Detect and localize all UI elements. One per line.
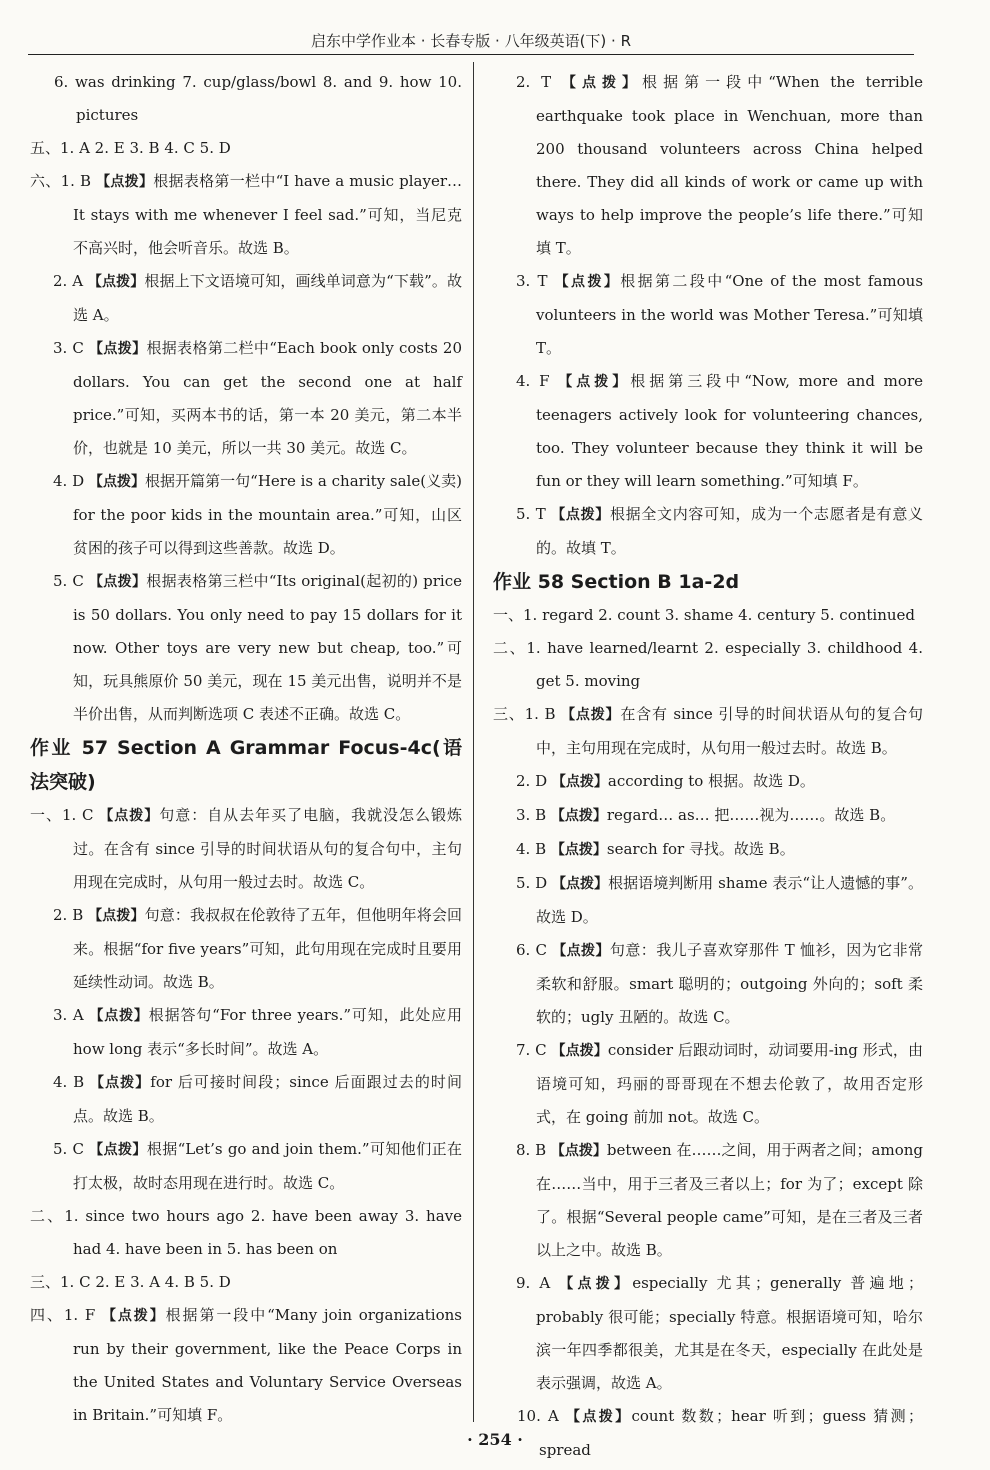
page-header — [28, 30, 914, 55]
hint-label: 【点拨】 — [89, 1142, 147, 1158]
answer-entry: 3. A 【点拨】根据答句“For three years.”可知，此处应用 how long 表示“多长时间”。故选 A。 — [53, 1006, 462, 1058]
answer-entry: 2. B 【点拨】句意：我叔叔在伦敦待了五年，但他明年将会回来。根据“for five years”可知，此句用现在完成时且要用延续性动词。故选 B。 — [53, 906, 463, 991]
answer-entry: 2. D 【点拨】according to 根据。故选 D。 — [516, 772, 815, 790]
answer-entry: 四、1. F 【点拨】根据第一段中“Many join organizations run by their government, like the Peace Corps in the United States and Voluntary Service Overseas in Britain.”可知填 F。 — [30, 1306, 462, 1424]
section-heading: 作业 57 Section A Grammar Focus-4c(语法突破) — [30, 737, 462, 793]
hint-label: 【点拨】 — [89, 1008, 149, 1024]
answer-entry: 一、1. regard 2. count 3. shame 4. century 5. continued — [493, 606, 916, 624]
section-heading: 作业 58 Section B 1a-2d — [493, 571, 740, 593]
hint-label: 【点拨】 — [551, 774, 608, 790]
answer-entry: 2. A 【点拨】根据上下文语境可知，画线单词意为“下载”。故选 A。 — [53, 272, 463, 324]
answer-entry: 5. D 【点拨】根据语境判断用 shame 表示“让人遗憾的事”。故选 D。 — [516, 874, 924, 926]
answer-entry: 5. C 【点拨】根据表格第三栏中“Its original(起初的) price is 50 dollars. You only need to pay 15 dollars for it now. Other toys are very new but cheap, too.”可知，玩具熊原价 50 美元，现在 15 美元出售，说明并不是半价出售，从而判断选项 C 表述不正确。故选 C。 — [53, 572, 463, 723]
answer-entry: 5. C 【点拨】根据“Let’s go and join them.”可知他们正在打太极，故时态用现在进行时。故选 C。 — [53, 1140, 463, 1192]
hint-label: 【点拨】 — [565, 1409, 632, 1425]
answer-entry: 五、1. A 2. E 3. B 4. C 5. D — [30, 139, 231, 157]
answer-entry: 一、1. C 【点拨】句意：自从去年买了电脑，我就没怎么锻炼过。在含有 since 引导的时间状语从句的复合句中，主句用现在完成时，从句用一般过去时。故选 C。 — [30, 806, 462, 891]
hint-label: 【点拨】 — [550, 808, 607, 824]
answer-entry: 5. T 【点拨】根据全文内容可知，成为一个志愿者是有意义的。故填 T。 — [516, 505, 924, 557]
hint-label: 【点拨】 — [88, 574, 147, 590]
header-title: 启东中学作业本 · 长春专版 · 八年级英语(下) · R — [310, 32, 632, 50]
answer-entry: 二、1. have learned/learnt 2. especially 3. childhood 4. get 5. moving — [493, 639, 923, 690]
answer-entry: 3. B 【点拨】regard… as… 把……视为……。故选 B。 — [516, 806, 896, 824]
hint-label: 【点拨】 — [550, 1143, 607, 1159]
hint-label: 【点拨】 — [552, 943, 610, 959]
answer-entry: 8. B 【点拨】between 在……之间，用于两者之间；among 在……当中，用于三者及三者以上；for 为了；except 除了。根据“Several people came”可知，是在三者及三者以上之中。故选 B。 — [516, 1141, 923, 1259]
hint-label: 【点拨】 — [554, 274, 621, 290]
hint-label: 【点拨】 — [101, 1308, 166, 1324]
hint-label: 【点拨】 — [558, 374, 631, 390]
answer-entry: 2. T 【点拨】根据第一段中“When the terrible earthquake took place in Wenchuan, more than 200 thousand volunteers across China helped there. They did all kinds of work or came up with ways to help improve the people’s life there.”可知填 T。 — [516, 73, 923, 257]
answer-entry: 6. was drinking 7. cup/glass/bowl 8. and 9. how 10. pictures — [54, 73, 462, 124]
answer-entry: 3. T 【点拨】根据第二段中“One of the most famous volunteers in the world was Mother Teresa.”可知填 T。 — [516, 272, 924, 357]
answer-entry: 9. A 【点拨】especially 尤其；generally 普遍地；probably 很可能；specially 特意。根据语境可知，哈尔滨一年四季都很美，尤其是在冬天，especially 在此处是表示强调，故选 A。 — [516, 1274, 924, 1392]
hint-label: 【点拨】 — [551, 876, 609, 892]
hint-label: 【点拨】 — [90, 1075, 151, 1091]
answer-entry: 4. B 【点拨】search for 寻找。故选 B。 — [516, 840, 795, 858]
answer-entry: 4. B 【点拨】for 后可接时间段；since 后面跟过去的时间点。故选 B。 — [53, 1073, 462, 1125]
answer-entry: 4. D 【点拨】根据开篇第一句“Here is a charity sale(义卖) for the poor kids in the mountain area.”可知，山区贫困的孩子可以得到这些善款。故选 D。 — [53, 472, 463, 557]
answer-entry: 7. C 【点拨】consider 后跟动词时，动词要用-ing 形式，由语境可知，玛丽的哥哥现在不想去伦敦了，故用否定形式，在 going 前加 not。故选 C。 — [516, 1041, 924, 1126]
hint-label: 【点拨】 — [551, 1043, 608, 1059]
hint-label: 【点拨】 — [550, 842, 607, 858]
hint-label: 【点拨】 — [87, 274, 145, 290]
answer-entry: 六、1. B 【点拨】根据表格第一栏中“I have a music player… It stays with me whenever I feel sad.”可知，当尼克不高兴时，他会听音乐。故选 B。 — [30, 172, 463, 257]
hint-label: 【点拨】 — [551, 507, 610, 523]
hint-label: 【点拨】 — [561, 75, 643, 91]
hint-label: 【点拨】 — [88, 474, 146, 490]
answer-entry: 3. C 【点拨】根据表格第二栏中“Each book only costs 20 dollars. You can get the second one at half price.”可知，买两本书的话，第一本 20 美元，第二本半价，也就是 10 美元，所以一共 30 美元。故选 C。 — [53, 339, 462, 457]
column-divider — [473, 62, 474, 1422]
hint-label: 【点拨】 — [99, 808, 160, 824]
answer-entry: 二、1. since two hours ago 2. have been away 3. have had 4. have been in 5. has been on — [30, 1207, 462, 1258]
hint-label: 【点拨】 — [89, 341, 147, 357]
answer-entry: 三、1. C 2. E 3. A 4. B 5. D — [30, 1273, 231, 1291]
answer-entry: 10. A 【点拨】count 数数；hear 听到；guess 猜测；spread — [517, 1407, 924, 1459]
hint-label: 【点拨】 — [88, 908, 145, 924]
answer-entry: 三、1. B 【点拨】在含有 since 引导的时间状语从句的复合句中，主句用现在完成时，从句用一般过去时。故选 B。 — [493, 705, 923, 757]
answer-entry: 4. F 【点拨】根据第三段中“Now, more and more teenagers actively look for volunteering chances, too. They volunteer because they think it will be fun or they will learn something.”可知填 F。 — [516, 372, 923, 490]
hint-label: 【点拨】 — [96, 174, 154, 190]
hint-label: 【点拨】 — [559, 1276, 633, 1292]
hint-label: 【点拨】 — [561, 707, 621, 723]
page-number: · 254 · — [467, 1430, 523, 1449]
answer-entry: 6. C 【点拨】句意：我儿子喜欢穿那件 T 恤衫，因为它非常柔软和舒服。smart 聪明的；outgoing 外向的；soft 柔软的；ugly 丑陋的。故选 C。 — [516, 941, 924, 1026]
left-column — [30, 66, 462, 1432]
right-column — [493, 66, 923, 1467]
